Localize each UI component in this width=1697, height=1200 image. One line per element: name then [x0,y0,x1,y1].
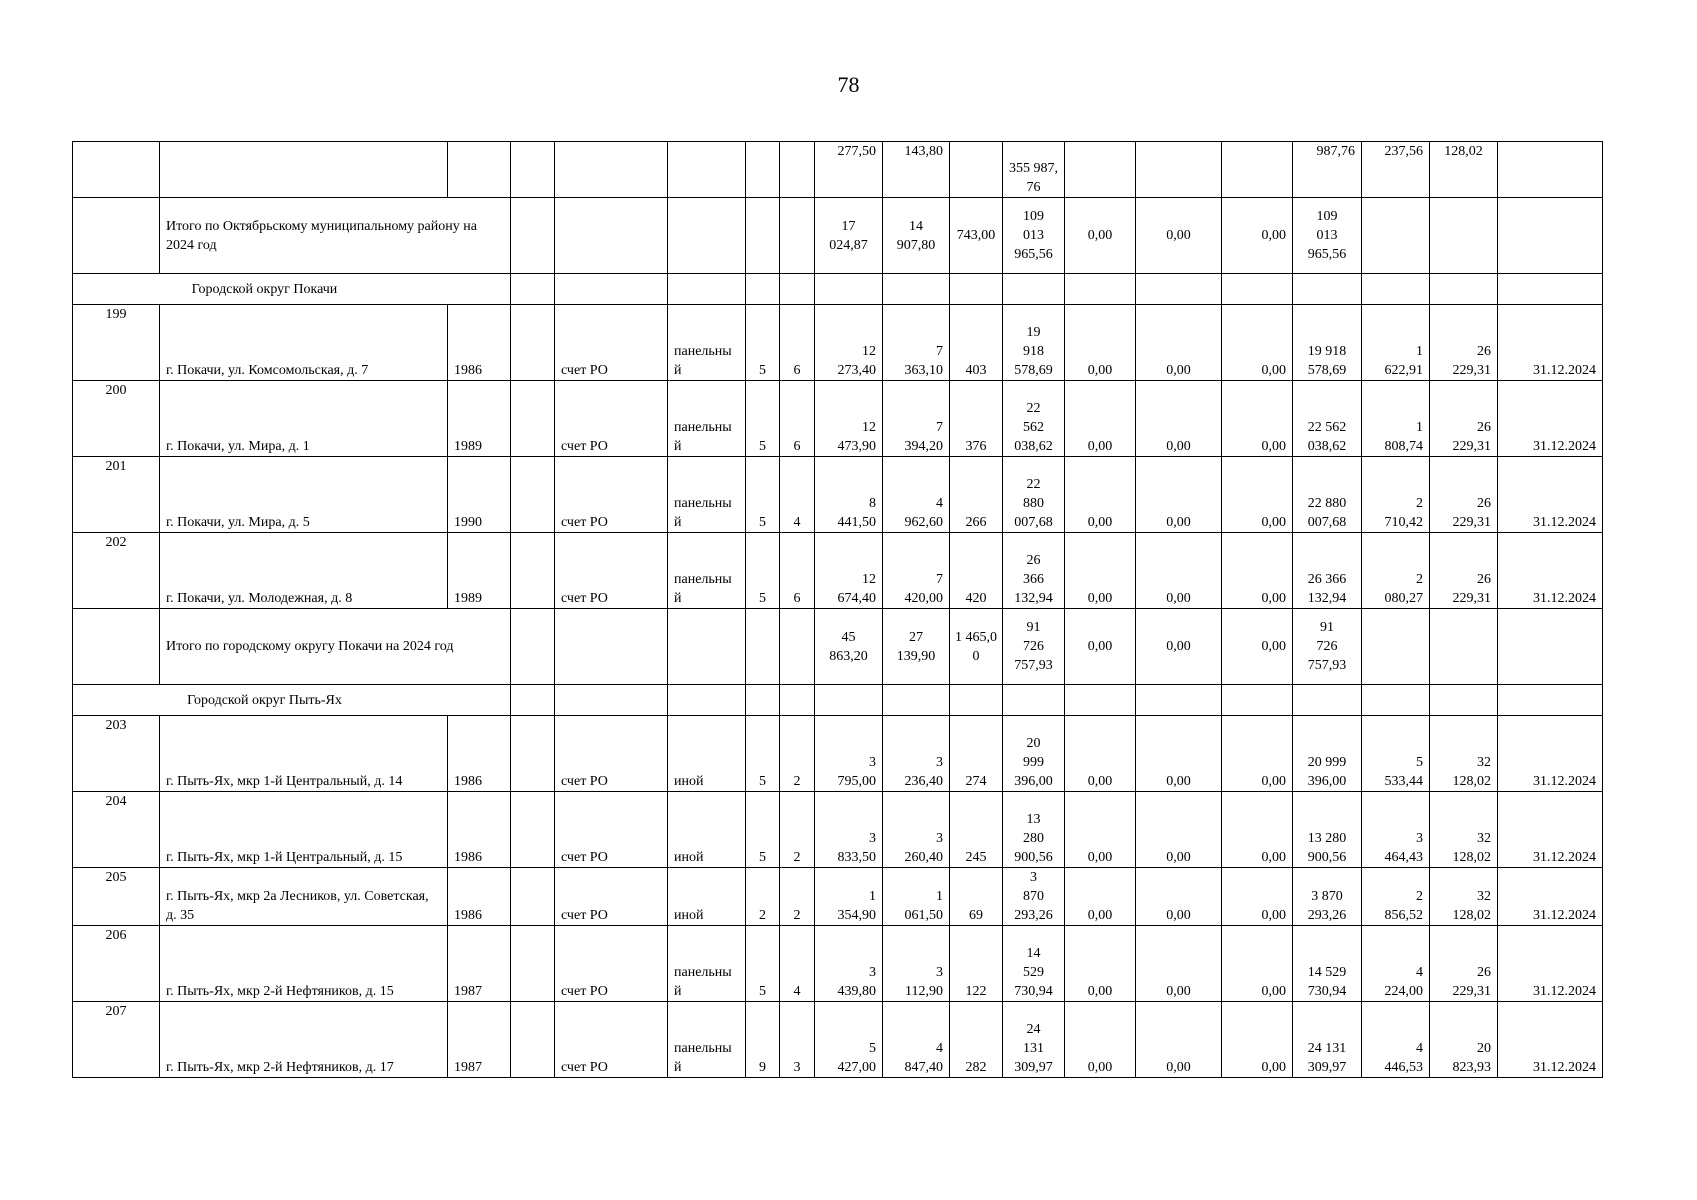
row-number: 206 [73,926,160,1002]
area-total-cell: 3 833,50 [815,792,883,868]
cost-total-cell: 14 529 730,94 [1003,926,1065,1002]
method-cell: счет РО [555,381,668,457]
residents-cell: 282 [950,1002,1003,1078]
housing-repair-table [72,141,1603,1078]
row-number: 199 [73,305,160,381]
empty-cell [511,274,555,305]
area-living-cell: 4 962,60 [883,457,950,533]
material-cell: иной [668,716,746,792]
specific-cost-cell: 2 710,42 [1362,457,1430,533]
specific-cost-cell: 2 080,27 [1362,533,1430,609]
empty-cell [73,609,160,685]
area-total-cell: 12 473,90 [815,381,883,457]
limit-cell: 32 128,02 [1430,868,1498,926]
method-cell: счет РО [555,716,668,792]
limit-cell: 32 128,02 [1430,792,1498,868]
empty-cell [1136,142,1222,198]
table-row [73,1002,1603,1078]
floors-cell: 9 [746,1002,780,1078]
empty-cell [1003,685,1065,716]
zero-cell: 0,00 [1222,457,1293,533]
specific-cost-cell: 5 533,44 [1362,716,1430,792]
address-cell: г. Покачи, ул. Молодежная, д. 8 [160,533,448,609]
empty-cell [1362,609,1430,685]
area-total-cell: 45 863,20 [815,609,883,685]
empty-cell [780,274,815,305]
specific-cost-cell: 237,56 [1362,142,1430,198]
empty-cell [780,685,815,716]
row-number: 204 [73,792,160,868]
cost-total-cell: 22 880 007,68 [1003,457,1065,533]
zero-cell: 0,00 [1222,926,1293,1002]
material-cell: панельный [668,926,746,1002]
empty-cell [511,533,555,609]
residents-cell: 376 [950,381,1003,457]
empty-cell [511,457,555,533]
zero-cell: 0,00 [1136,533,1222,609]
year-cell: 1989 [448,533,511,609]
zero-cell: 0,00 [1222,381,1293,457]
area-total-cell: 12 273,40 [815,305,883,381]
empty-cell [1065,274,1136,305]
empty-cell [1498,198,1603,274]
zero-cell: 0,00 [1065,792,1136,868]
area-total-cell: 17 024,87 [815,198,883,274]
date-cell: 31.12.2024 [1498,457,1603,533]
empty-cell [815,685,883,716]
empty-cell [511,926,555,1002]
zero-cell: 0,00 [1136,716,1222,792]
zero-cell: 0,00 [1065,1002,1136,1078]
address-cell: г. Пыть-Ях, мкр 2а Лесников, ул. Советская, д. 35 [160,868,448,926]
table-row [73,792,1603,868]
zero-cell: 0,00 [1222,305,1293,381]
entrances-cell: 6 [780,381,815,457]
method-cell: счет РО [555,926,668,1002]
area-living-cell: 3 260,40 [883,792,950,868]
fund-cell: 13 280 900,56 [1293,792,1362,868]
floors-cell: 5 [746,457,780,533]
zero-cell: 0,00 [1222,1002,1293,1078]
cost-total-cell: 22 562 038,62 [1003,381,1065,457]
specific-cost-cell: 2 856,52 [1362,868,1430,926]
zero-cell: 0,00 [1136,609,1222,685]
empty-cell [511,868,555,926]
residents-cell: 743,00 [950,198,1003,274]
entrances-cell: 3 [780,1002,815,1078]
specific-cost-cell: 4 224,00 [1362,926,1430,1002]
limit-cell: 26 229,31 [1430,926,1498,1002]
cost-total-cell: 13 280 900,56 [1003,792,1065,868]
empty-cell [746,609,780,685]
area-total-cell: 1 354,90 [815,868,883,926]
fund-cell: 19 918 578,69 [1293,305,1362,381]
empty-cell [780,198,815,274]
cost-total-cell: 19 918 578,69 [1003,305,1065,381]
empty-cell [511,381,555,457]
fund-cell: 109 013 965,56 [1293,198,1362,274]
empty-cell [668,609,746,685]
empty-cell [511,716,555,792]
zero-cell: 0,00 [1065,198,1136,274]
residents-cell: 69 [950,868,1003,926]
total-row-pokachi [73,609,1603,685]
zero-cell: 0,00 [1136,198,1222,274]
area-total-cell: 277,50 [815,142,883,198]
fund-cell: 91 726 757,93 [1293,609,1362,685]
address-cell: г. Пыть-Ях, мкр 2-й Нефтяников, д. 17 [160,1002,448,1078]
empty-cell [950,274,1003,305]
year-cell: 1986 [448,792,511,868]
method-cell: счет РО [555,457,668,533]
floors-cell: 5 [746,533,780,609]
empty-cell [1222,142,1293,198]
zero-cell: 0,00 [1222,533,1293,609]
residents-cell: 122 [950,926,1003,1002]
limit-cell: 26 229,31 [1430,381,1498,457]
empty-cell [1362,274,1430,305]
area-total-cell: 5 427,00 [815,1002,883,1078]
empty-cell [668,142,746,198]
method-cell: счет РО [555,305,668,381]
empty-cell [1136,685,1222,716]
year-cell: 1989 [448,381,511,457]
table-row [73,381,1603,457]
residents-cell: 1 465,00 [950,609,1003,685]
section-row-pytyakh [73,685,1603,716]
fund-cell: 14 529 730,94 [1293,926,1362,1002]
material-cell: панельный [668,305,746,381]
cost-total-cell: 109 013 965,56 [1003,198,1065,274]
empty-cell [1293,274,1362,305]
floors-cell: 5 [746,926,780,1002]
zero-cell: 0,00 [1136,926,1222,1002]
area-living-cell: 27 139,90 [883,609,950,685]
zero-cell: 0,00 [1065,457,1136,533]
method-cell: счет РО [555,533,668,609]
continued-row [73,142,1603,198]
total-row-oktyabrsky [73,198,1603,274]
material-cell: панельный [668,457,746,533]
zero-cell: 0,00 [1136,305,1222,381]
specific-cost-cell: 3 464,43 [1362,792,1430,868]
limit-cell: 128,02 [1430,142,1498,198]
date-cell: 31.12.2024 [1498,1002,1603,1078]
date-cell: 31.12.2024 [1498,926,1603,1002]
row-number: 203 [73,716,160,792]
table-row [73,926,1603,1002]
empty-cell [1362,685,1430,716]
residents-cell: 403 [950,305,1003,381]
material-cell: панельный [668,1002,746,1078]
row-number: 201 [73,457,160,533]
area-living-cell: 7 420,00 [883,533,950,609]
zero-cell: 0,00 [1065,381,1136,457]
empty-cell [668,198,746,274]
year-cell: 1986 [448,716,511,792]
table-row [73,868,1603,926]
year-cell: 1987 [448,1002,511,1078]
address-cell: г. Пыть-Ях, мкр 1-й Центральный, д. 15 [160,792,448,868]
zero-cell: 0,00 [1136,1002,1222,1078]
cost-total-cell: 20 999 396,00 [1003,716,1065,792]
table-row [73,716,1603,792]
entrances-cell: 2 [780,868,815,926]
total-title: Итого по городскому округу Покачи на 2024 год [160,609,511,685]
cost-total-cell: 3 870 293,26 [1003,868,1065,926]
method-cell: счет РО [555,792,668,868]
area-living-cell: 1 061,50 [883,868,950,926]
empty-cell [1430,685,1498,716]
floors-cell: 5 [746,381,780,457]
zero-cell: 0,00 [1065,716,1136,792]
row-number: 205 [73,868,160,926]
fund-cell: 26 366 132,94 [1293,533,1362,609]
empty-cell [1222,274,1293,305]
zero-cell: 0,00 [1136,381,1222,457]
material-cell: иной [668,792,746,868]
area-total-cell: 8 441,50 [815,457,883,533]
empty-cell [555,198,668,274]
section-title: Городской округ Пыть-Ях [73,685,511,716]
empty-cell [950,685,1003,716]
year-cell: 1986 [448,305,511,381]
fund-cell: 22 880 007,68 [1293,457,1362,533]
material-cell: панельный [668,381,746,457]
table-row [73,305,1603,381]
zero-cell: 0,00 [1222,792,1293,868]
cost-total-cell: 91 726 757,93 [1003,609,1065,685]
empty-cell [555,685,668,716]
empty-cell [511,685,555,716]
limit-cell: 26 229,31 [1430,457,1498,533]
empty-cell [815,274,883,305]
date-cell: 31.12.2024 [1498,716,1603,792]
row-number: 202 [73,533,160,609]
year-cell: 1987 [448,926,511,1002]
date-cell: 31.12.2024 [1498,533,1603,609]
zero-cell: 0,00 [1065,609,1136,685]
empty-cell [780,609,815,685]
entrances-cell: 6 [780,305,815,381]
method-cell: счет РО [555,868,668,926]
address-cell: г. Пыть-Ях, мкр 1-й Центральный, д. 14 [160,716,448,792]
area-living-cell: 3 236,40 [883,716,950,792]
zero-cell: 0,00 [1136,868,1222,926]
floors-cell: 5 [746,716,780,792]
empty-cell [1065,142,1136,198]
empty-cell [1498,142,1603,198]
empty-cell [950,142,1003,198]
zero-cell: 0,00 [1065,533,1136,609]
empty-cell [1430,274,1498,305]
specific-cost-cell: 1 808,74 [1362,381,1430,457]
floors-cell: 5 [746,792,780,868]
empty-cell [1498,685,1603,716]
empty-cell [668,685,746,716]
date-cell: 31.12.2024 [1498,305,1603,381]
zero-cell: 0,00 [1136,792,1222,868]
empty-cell [511,305,555,381]
entrances-cell: 4 [780,457,815,533]
zero-cell: 0,00 [1065,926,1136,1002]
zero-cell: 0,00 [1136,457,1222,533]
area-total-cell: 3 795,00 [815,716,883,792]
zero-cell: 0,00 [1065,305,1136,381]
empty-cell [1003,274,1065,305]
empty-cell [780,142,815,198]
date-cell: 31.12.2024 [1498,868,1603,926]
empty-cell [511,142,555,198]
residents-cell: 274 [950,716,1003,792]
zero-cell: 0,00 [1222,609,1293,685]
empty-cell [1430,198,1498,274]
cost-total-cell: 355 987,76 [1003,142,1065,198]
area-living-cell: 143,80 [883,142,950,198]
entrances-cell: 2 [780,716,815,792]
empty-cell [511,1002,555,1078]
limit-cell: 26 229,31 [1430,305,1498,381]
residents-cell: 266 [950,457,1003,533]
empty-cell [746,198,780,274]
area-living-cell: 14 907,80 [883,198,950,274]
empty-cell [1430,609,1498,685]
material-cell: иной [668,868,746,926]
address-cell: г. Покачи, ул. Мира, д. 5 [160,457,448,533]
address-cell: г. Пыть-Ях, мкр 2-й Нефтяников, д. 15 [160,926,448,1002]
cost-total-cell: 26 366 132,94 [1003,533,1065,609]
empty-cell [883,685,950,716]
limit-cell: 26 229,31 [1430,533,1498,609]
empty-cell [1222,685,1293,716]
empty-cell [883,274,950,305]
fund-cell: 987,76 [1293,142,1362,198]
area-total-cell: 3 439,80 [815,926,883,1002]
date-cell: 31.12.2024 [1498,381,1603,457]
empty-cell [1498,274,1603,305]
empty-cell [160,142,448,198]
area-total-cell: 12 674,40 [815,533,883,609]
limit-cell: 32 128,02 [1430,716,1498,792]
empty-cell [1065,685,1136,716]
fund-cell: 3 870 293,26 [1293,868,1362,926]
total-title: Итого по Октябрьскому муниципальному району на 2024 год [160,198,511,274]
empty-cell [746,685,780,716]
empty-cell [1498,609,1603,685]
area-living-cell: 3 112,90 [883,926,950,1002]
empty-cell [1362,198,1430,274]
specific-cost-cell: 1 622,91 [1362,305,1430,381]
row-number: 200 [73,381,160,457]
empty-cell [448,142,511,198]
floors-cell: 2 [746,868,780,926]
method-cell: счет РО [555,1002,668,1078]
empty-cell [73,198,160,274]
zero-cell: 0,00 [1065,868,1136,926]
table-row [73,457,1603,533]
address-cell: г. Покачи, ул. Мира, д. 1 [160,381,448,457]
year-cell: 1990 [448,457,511,533]
empty-cell [746,274,780,305]
residents-cell: 420 [950,533,1003,609]
empty-cell [511,198,555,274]
zero-cell: 0,00 [1222,868,1293,926]
empty-cell [511,609,555,685]
area-living-cell: 7 363,10 [883,305,950,381]
empty-cell [555,274,668,305]
specific-cost-cell: 4 446,53 [1362,1002,1430,1078]
entrances-cell: 4 [780,926,815,1002]
material-cell: панельный [668,533,746,609]
area-living-cell: 4 847,40 [883,1002,950,1078]
empty-cell [73,142,160,198]
limit-cell: 20 823,93 [1430,1002,1498,1078]
zero-cell: 0,00 [1222,716,1293,792]
table-row [73,533,1603,609]
year-cell: 1986 [448,868,511,926]
empty-cell [746,142,780,198]
page-number: 78 [837,72,860,97]
entrances-cell: 2 [780,792,815,868]
fund-cell: 20 999 396,00 [1293,716,1362,792]
residents-cell: 245 [950,792,1003,868]
area-living-cell: 7 394,20 [883,381,950,457]
floors-cell: 5 [746,305,780,381]
entrances-cell: 6 [780,533,815,609]
empty-cell [511,792,555,868]
empty-cell [555,609,668,685]
row-number: 207 [73,1002,160,1078]
zero-cell: 0,00 [1222,198,1293,274]
address-cell: г. Покачи, ул. Комсомольская, д. 7 [160,305,448,381]
empty-cell [668,274,746,305]
fund-cell: 22 562 038,62 [1293,381,1362,457]
empty-cell [1293,685,1362,716]
empty-cell [1136,274,1222,305]
fund-cell: 24 131 309,97 [1293,1002,1362,1078]
cost-total-cell: 24 131 309,97 [1003,1002,1065,1078]
date-cell: 31.12.2024 [1498,792,1603,868]
empty-cell [555,142,668,198]
section-title: Городской округ Покачи [73,274,511,305]
section-row-pokachi [73,274,1603,305]
